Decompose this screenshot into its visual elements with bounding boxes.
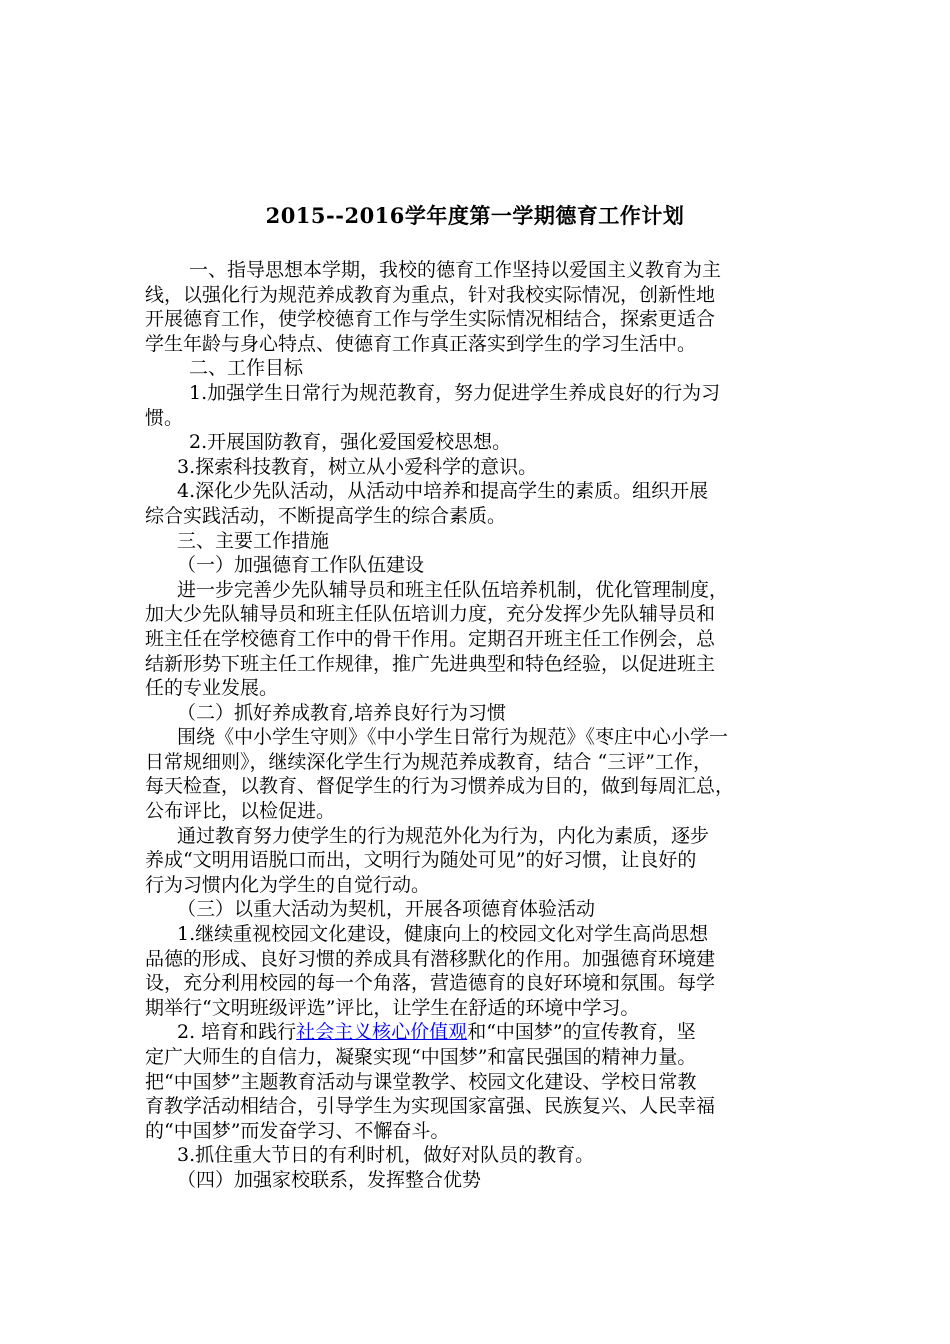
line-text: （三）以重大活动为契机，开展各项德育体验活动: [177, 898, 596, 921]
text-line: [145, 602, 813, 627]
text-line: [145, 947, 813, 972]
line-text: 2.开展国防教育，强化爱国爱校思想。: [189, 431, 512, 454]
document-body: [145, 258, 813, 1193]
line-text: 每天检查，以教育、督促学生的行为习惯养成为目的，做到每周汇总，: [145, 775, 735, 798]
line-text: 公布评比，以检促进。: [145, 800, 336, 823]
text-line: [145, 553, 813, 578]
text-line: [145, 996, 813, 1021]
line-text: 学生年龄与身心特点、使德育工作真正落实到学生的学习生活中。: [145, 332, 697, 355]
text-line: [145, 356, 813, 381]
line-text: 一、指导思想本学期，我校的德育工作坚持以爱国主义教育为主: [189, 259, 722, 281]
document-title: 2015--2016学年度第一学期德育工作计划: [265, 203, 685, 228]
text-line: [145, 1045, 813, 1070]
text-line: [145, 652, 813, 677]
text-line: [145, 824, 813, 849]
line-text: 把“中国梦”主题教育活动与课堂教学、校园文化建设、学校日常教: [145, 1070, 697, 1093]
line-text: 任的专业发展。: [145, 677, 279, 700]
line-text: 育教学活动相结合，引导学生为实现国家富强、民族复兴、人民幸福: [145, 1095, 716, 1118]
line-text: 二、工作目标: [189, 357, 304, 380]
text-line: [145, 922, 813, 947]
text-line: [145, 1168, 813, 1193]
text-line: [145, 627, 813, 652]
line-text: 结新形势下班主任工作规律，推广先进典型和特色经验，以促进班主: [145, 652, 716, 675]
line-text: 开展德育工作，使学校德育工作与学生实际情况相结合，探索更适合: [145, 308, 716, 331]
text-line: [145, 848, 813, 873]
line-text: 养成“文明用语脱口而出，文明行为随处可见”的好习惯，让良好的: [145, 849, 697, 872]
text-line: [145, 873, 813, 898]
line-text: 期举行“文明班级评选”评比，让学生在舒适的环境中学习。: [145, 996, 640, 1019]
line-text: 2. 培育和践行: [177, 1021, 297, 1044]
line-text: 围绕《中小学生守则》《中小学生日常行为规范》《枣庄中心小学一: [177, 726, 729, 749]
text-line: [145, 406, 813, 431]
text-line: [145, 529, 813, 554]
text-line: [145, 479, 813, 504]
text-line: [145, 774, 813, 799]
text-line: [145, 701, 813, 726]
text-line: [145, 725, 813, 750]
line-text: 通过教育努力使学生的行为规范外化为行为，内化为素质，逐步: [177, 824, 710, 847]
line-text: 综合实践活动，不断提高学生的综合素质。: [145, 504, 507, 527]
line-text: 行为习惯内化为学生的自觉行动。: [145, 873, 431, 896]
line-text: 的“中国梦”而发奋学习、不懈奋斗。: [145, 1119, 450, 1142]
text-line: [145, 1070, 813, 1095]
text-line: [145, 1119, 813, 1144]
text-line: [145, 897, 813, 922]
text-line: [145, 1020, 813, 1045]
text-line: [145, 307, 813, 332]
line-text: 设，充分利用校园的每一个角落，营造德育的良好环境和氛围。每学: [145, 972, 716, 995]
text-line: [145, 1094, 813, 1119]
line-text: （一）加强德育工作队伍建设: [177, 554, 425, 577]
line-text: 定广大师生的自信力，凝聚实现“中国梦”和富民强国的精神力量。: [145, 1046, 697, 1068]
text-line: [145, 750, 813, 775]
line-text: 进一步完善少先队辅导员和班主任队伍培养机制，优化管理制度，: [177, 578, 729, 601]
line-text: 3.抓住重大节日的有利时机，做好对队员的教育。: [177, 1144, 595, 1167]
line-text: 三、主要工作措施: [177, 529, 330, 552]
text-line: [145, 1143, 813, 1168]
line-text: 班主任在学校德育工作中的骨干作用。定期召开班主任工作例会，总: [145, 627, 716, 650]
text-line: [145, 799, 813, 824]
core-values-link[interactable]: 社会主义核心价值观: [296, 1021, 468, 1044]
line-text: 日常规细则》，继续深化学生行为规范养成教育，结合 “三评”工作，: [145, 750, 712, 773]
text-line: [145, 258, 813, 283]
line-text: 加大少先队辅导员和班主任队伍培训力度，充分发挥少先队辅导员和: [145, 603, 716, 626]
text-line: [145, 430, 813, 455]
line-text: 4.深化少先队活动，从活动中培养和提高学生的素质。组织开展: [177, 480, 709, 503]
line-text: 线，以强化行为规范养成教育为重点，针对我校实际情况，创新性地: [145, 283, 716, 306]
text-line: [145, 971, 813, 996]
text-line: [145, 455, 813, 480]
text-line: [145, 332, 813, 357]
line-text: 1.加强学生日常行为规范教育，努力促进学生养成良好的行为习: [189, 381, 721, 404]
line-text-after-link: 和“中国梦”的宣传教育，坚: [467, 1021, 696, 1044]
text-line: [145, 578, 813, 603]
line-text: 1.继续重视校园文化建设，健康向上的校园文化对学生高尚思想: [177, 923, 709, 946]
line-text: 品德的形成、良好习惯的养成具有潜移默化的作用。加强德育环境建: [145, 947, 716, 970]
text-line: [145, 381, 813, 406]
text-line: [145, 676, 813, 701]
line-text: 惯。: [145, 406, 184, 429]
line-text: 3.探索科技教育，树立从小爱科学的意识。: [177, 455, 538, 478]
text-line: [145, 504, 813, 529]
text-line: [145, 283, 813, 308]
line-text: （四）加强家校联系，发挥整合优势: [177, 1168, 482, 1191]
line-text: （二）抓好养成教育,培养良好行为习惯: [177, 701, 507, 724]
